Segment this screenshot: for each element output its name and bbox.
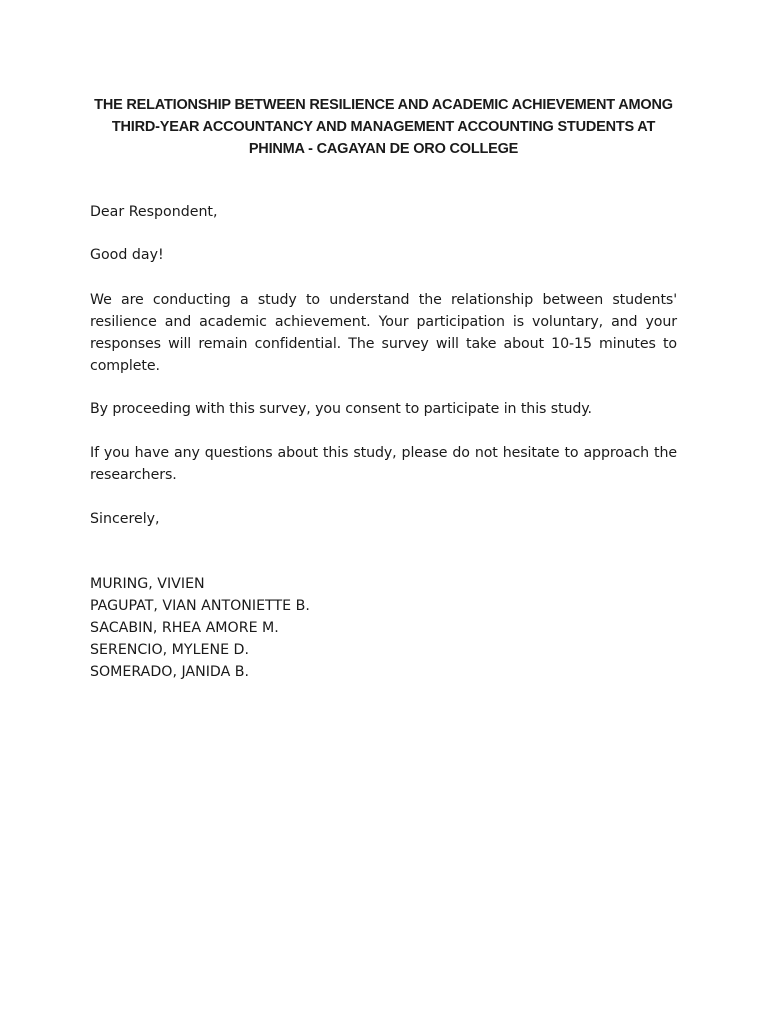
researcher-name: PAGUPAT, VIAN ANTONIETTE B.	[90, 598, 310, 614]
researcher-name: SACABIN, RHEA AMORE M.	[90, 620, 279, 636]
researcher-name: SOMERADO, JANIDA B.	[90, 664, 250, 680]
title-line-3: PHINMA - CAGAYAN DE ORO COLLEGE	[248, 141, 519, 157]
researcher-list	[90, 573, 677, 683]
researcher-name: SERENCIO, MYLENE D.	[90, 642, 249, 658]
title-line-1: THE RELATIONSHIP BETWEEN RESILIENCE AND ACADEMIC ACHIEVEMENT AMONG	[94, 97, 673, 113]
consent-paragraph: By proceeding with this survey, you consent to participate in this study.	[90, 401, 592, 417]
document-title	[90, 94, 677, 160]
questions-paragraph: If you have any questions about this study, please do not hesitate to approach the researchers.	[90, 445, 677, 483]
study-description-paragraph: We are conducting a study to understand the relationship between students' resilience and academic achievement. Your participation is voluntary, and your responses will remain confidential. The survey will take about 10-15 minutes to complete.	[90, 292, 677, 374]
closing-line: Sincerely,	[90, 511, 160, 527]
letter-page	[90, 0, 677, 1024]
title-line-2: THIRD-YEAR ACCOUNTANCY AND MANAGEMENT ACCOUNTING STUDENTS AT	[111, 119, 656, 135]
salutation: Dear Respondent,	[90, 204, 218, 220]
researcher-name: MURING, VIVIEN	[90, 576, 205, 592]
greeting-line: Good day!	[90, 247, 164, 263]
